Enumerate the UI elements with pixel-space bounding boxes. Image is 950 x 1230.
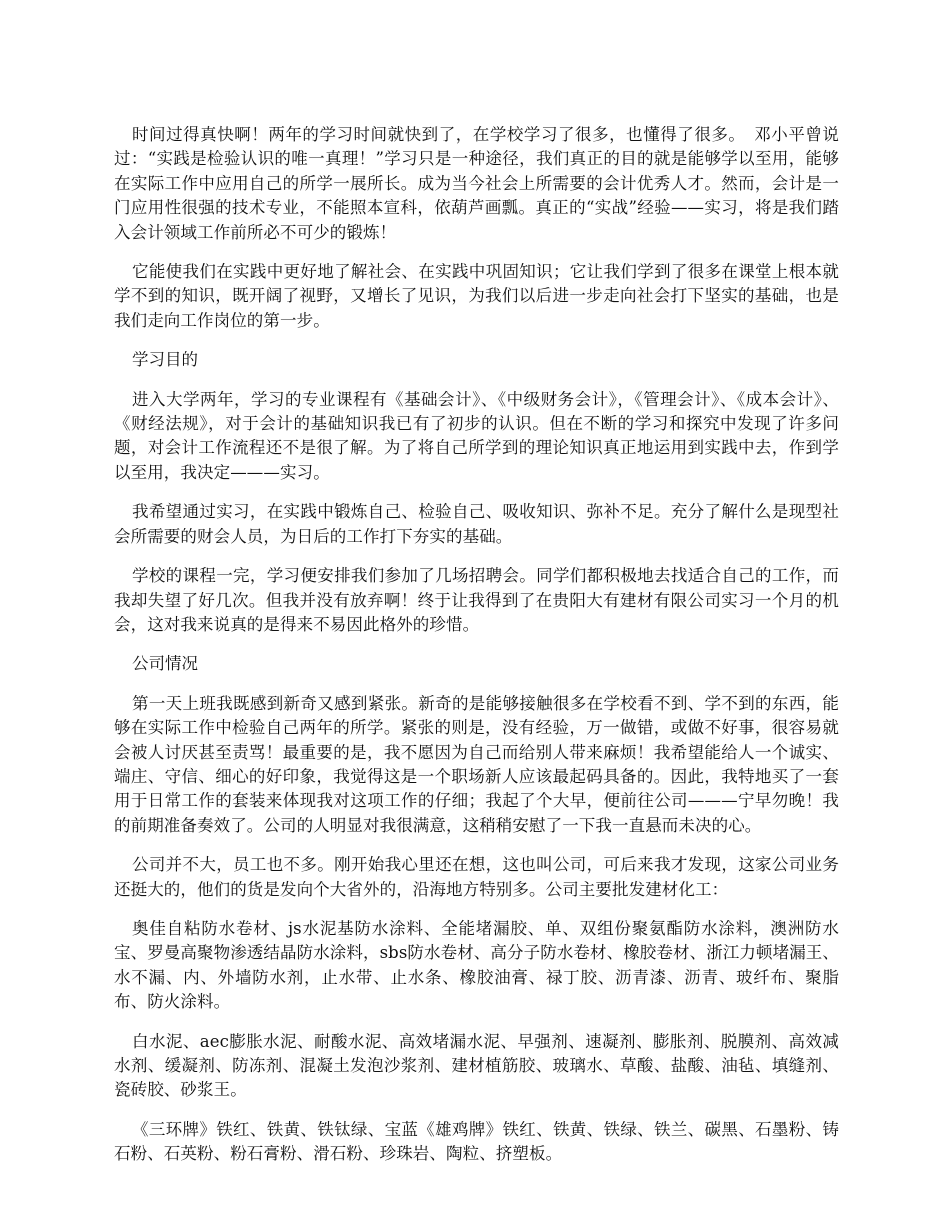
paragraph-hopes: 我希望通过实习，在实践中锻炼自己、检验自己、吸收知识、弥补不足。充分了解什么是现型社会所需要的财会人员，为日后的工作打下夯实的基础。 bbox=[114, 502, 839, 546]
paragraph-first-day: 第一天上班我既感到新奇又感到紧张。新奇的是能够接触很多在学校看不到、学不到的东西，能够在实际工作中检验自己两年的所学。紧张的则是，没有经验，万一做错，或做不好事，很容易就会被人讨厌甚至责骂！最重要的是，我不愿因为自己而给别人带来麻烦！我希望能给人一个诚实、端庄、守信、细心的好印象，我觉得这是一个职场新人应该最起码具备的。因此，我特地买了一套用于日常工作的套装来体现我对这项工作的仔细；我起了个大早，便前往公司———宁早勿晚！我的前期准备奏效了。公司的人明显对我很满意，这稍稍安慰了一下我一直悬而未决的心。 bbox=[114, 693, 839, 835]
paragraph-products-waterproof: 奥佳自粘防水卷材、js水泥基防水涂料、全能堵漏胶、单、双组份聚氨酯防水涂料，澳洲防水宝、罗曼高聚物渗透结晶防水涂料，sbs防水卷材、高分子防水卷材、橡胶卷材、浙江力顿堵漏王、水不漏、内、外墙防水剂，止水带、止水条、橡胶油膏、禄丁胶、沥青漆、沥青、玻纤布、聚脂布、防火涂料。 bbox=[114, 918, 839, 1012]
paragraph-products-cement: 白水泥、aec膨胀水泥、耐酸水泥、高效堵漏水泥、早强剂、速凝剂、膨胀剂、脱膜剂、高效减水剂、缓凝剂、防冻剂、混凝土发泡沙浆剂、建材植筋胶、玻璃水、草酸、盐酸、油毡、填缝剂、瓷砖胶、砂浆王。 bbox=[114, 1031, 839, 1100]
paragraph-courses: 进入大学两年，学习的专业课程有《基础会计》、《中级财务会计》，《管理会计》、《成本会计》、《财经法规》，对于会计的基础知识我已有了初步的认识。但在不断的学习和探究中发现了许多问题，对会计工作流程还不是很了解。为了将自己所学到的理论知识真正地运用到实践中去，作到学以至用，我决定———实习。 bbox=[114, 389, 839, 482]
paragraph-job-search: 学校的课程一完，学习便安排我们参加了几场招聘会。同学们都积极地去找适合自己的工作，而我却失望了好几次。但我并没有放弃啊！终于让我得到了在贵阳大有建材有限公司实习一个月的机会，这对我来说真的是得来不易因此格外的珍惜。 bbox=[114, 566, 839, 634]
paragraph-intro: 时间过得真快啊！两年的学习时间就快到了，在学校学习了很多，也懂得了很多。 邓小平曾说过：“实践是检验认识的唯一真理！”学习只是一种途径，我们真正的目的就是能够学以至用，能够在实际工作中应用自己的所学一展所长。成为当今社会上所需要的会计优秀人才。然而，会计是一门应用性很强的技术专业，不能照本宣科，依葫芦画瓢。真正的“实战”经验——实习，将是我们踏入会计领域工作前所必不可少的锻炼！ bbox=[114, 125, 839, 242]
section-heading-study-purpose: 学习目的 bbox=[132, 350, 198, 370]
paragraph-practice-benefits: 它能使我们在实践中更好地了解社会、在实践中巩固知识；它让我们学到了很多在课堂上根本就学不到的知识，既开阔了视野，又增长了见识，为我们以后进一步走向社会打下坚实的基础，也是我们走向工作岗位的第一步。 bbox=[114, 262, 839, 330]
paragraph-products-pigments: 《三环牌》铁红、铁黄、铁钛绿、宝蓝《雄鸡牌》铁红、铁黄、铁绿、铁兰、碳黑、石墨粉、铸石粉、石英粉、粉石膏粉、滑石粉、珍珠岩、陶粒、挤塑板。 bbox=[114, 1119, 839, 1164]
section-heading-company: 公司情况 bbox=[132, 654, 198, 674]
paragraph-company-size: 公司并不大，员工也不多。刚开始我心里还在想，这也叫公司，可后来我才发现，这家公司业务还挺大的，他们的货是发向个大省外的，沿海地方特别多。公司主要批发建材化工： bbox=[114, 855, 839, 899]
